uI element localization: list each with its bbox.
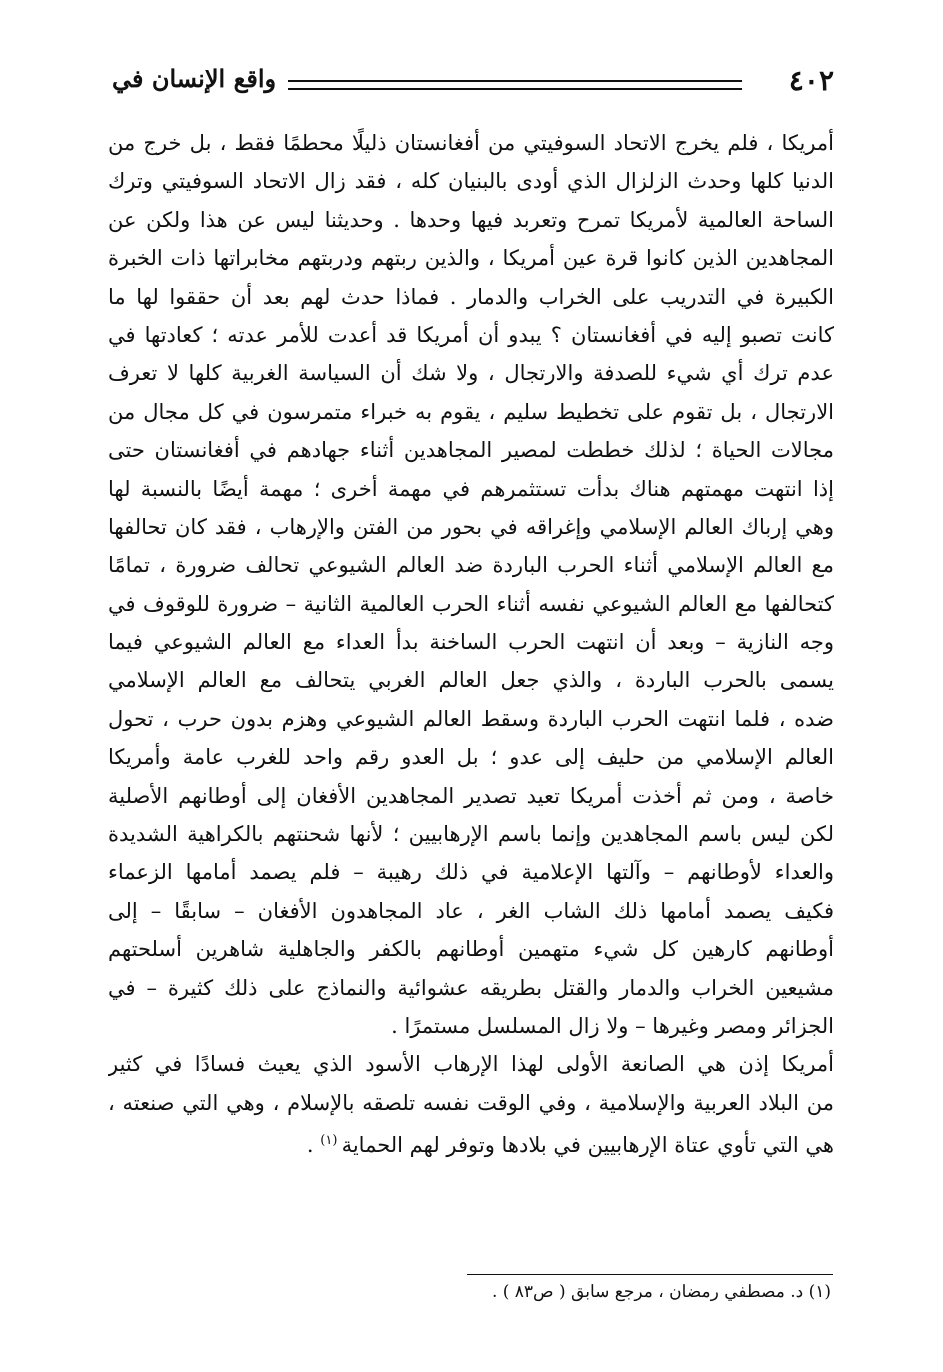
text-line: الكبيرة في التدريب على الخراب والدمار . فماذا حدث لهم بعد أن حققوا لها ما bbox=[108, 284, 834, 309]
text-line: أمريكا إذن هي الصانعة الأولى لهذا الإرهاب الأسود الذي يعيث فسادًا في كثير bbox=[108, 1052, 834, 1077]
paragraph-2 bbox=[108, 1045, 834, 1160]
footnote: (١) د. مصطفي رمضان ، مرجع سابق ( ص٨٣ ) . bbox=[491, 1282, 831, 1302]
text-line: والعداء لأوطانهم – وآلتها الإعلامية في ذلك رهيبة – فلم يصمد أمامها الزعماء bbox=[108, 860, 834, 885]
text-line: إذا انتهت مهمتهم هناك بدأت تستثمرهم في مهمة أخرى ؛ مهمة أيضًا بالنسبة لها bbox=[108, 476, 834, 501]
text-line: المجاهدين الذين كانوا قرة عين أمريكا ، والذين ربتهم ودربتهم مخابراتها ذات الخبرة bbox=[108, 246, 834, 271]
closing-period: . bbox=[306, 1133, 321, 1158]
text-line: من البلاد العربية والإسلامية ، وفي الوقت نفسه تلصقه بالإسلام ، وهي التي صنعته ، bbox=[108, 1090, 834, 1115]
text-line: عدم ترك أي شيء للصدفة والارتجال ، ولا شك أن السياسة الغربية كلها لا تعرف bbox=[108, 361, 834, 386]
text-line: يسمى بالحرب الباردة ، والذي جعل العالم الغربي يتحالف مع العالم الإسلامي bbox=[108, 668, 834, 693]
text-line: العالم الإسلامي من حليف إلى عدو ؛ بل العدو رقم واحد للغرب عامة وأمريكا bbox=[108, 745, 834, 770]
text-line: هي التي تأوي عتاة الإرهابيين في بلادها وتوفر لهم الحماية $^{(١)}$ . bbox=[306, 1133, 834, 1158]
text-line: الارتجال ، بل تقوم على تخطيط سليم ، يقوم به خبراء متمرسون في كل مجال من bbox=[108, 399, 834, 424]
page-number: ٤٠٢ bbox=[788, 64, 834, 97]
text-line: مجالات الحياة ؛ لذلك خططت لمصير المجاهدين أثناء جهادهم في أفغانستان حتى bbox=[108, 438, 834, 463]
text-line: خاصة ، ومن ثم أخذت أمريكا تعيد تصدير المجاهدين الأفغان إلى أوطانهم الأصلية bbox=[108, 783, 834, 808]
text-line: مشيعين الخراب والدمار والقتل بطريقه عشوائية والنماذج على ذلك كثيرة – في bbox=[108, 975, 834, 1000]
text-line: وهي إرباك العالم الإسلامي وإغراقه في بحور من الفتن والإرهاب ، فقد كان تحالفها bbox=[108, 514, 834, 539]
text-line: لكن ليس باسم المجاهدين وإنما باسم الإرهابيين ؛ لأنها شحنتهم بالكراهية الشديدة bbox=[108, 822, 834, 847]
text-line: ضده ، فلما انتهت الحرب الباردة وسقط العالم الشيوعي وهزم بدون حرب ، تحول bbox=[108, 706, 834, 731]
paragraph-1 bbox=[108, 124, 834, 1045]
text-line: وجه النازية – وبعد أن انتهت الحرب الساخنة بدأ العداء مع العالم الشيوعي فيما bbox=[108, 630, 834, 655]
text-line: أوطانهم كارهين كل شيء متهمين أوطانهم بالكفر والجاهلية شاهرين أسلحتهم bbox=[108, 937, 834, 962]
text-line: الساحة العالمية لأمريكا تمرح وتعربد فيها وحدها . وحديثنا ليس عن هذا ولكن عن bbox=[108, 207, 834, 232]
text-line: مع العالم الإسلامي أثناء الحرب الباردة ضد العالم الشيوعي تحالف ضرورة ، تمامًا bbox=[108, 553, 834, 578]
text-line: أمريكا ، فلم يخرج الاتحاد السوفيتي من أفغانستان ذليلًا محطمًا فقط ، بل خرج من bbox=[108, 131, 834, 155]
text-line: الدنيا كلها وحدث الزلزال الذي أودى بالبنيان كله ، فقد زال الاتحاد السوفيتي وترك bbox=[108, 169, 834, 194]
footnote-separator bbox=[467, 1274, 833, 1275]
text-line: فكيف يصمد أمامها ذلك الشاب الغر ، عاد المجاهدون الأفغان – سابقًا – إلى bbox=[108, 898, 834, 923]
text-line: كتحالفها مع العالم الشيوعي نفسه أثناء الحرب العالمية الثانية – ضرورة للوقوف في bbox=[108, 591, 834, 616]
footnote-marker: (١) bbox=[320, 1133, 342, 1149]
header-double-rule bbox=[288, 80, 742, 90]
text-line: الجزائر ومصر وغيرها – ولا زال المسلسل مستمرًا . bbox=[391, 1013, 834, 1038]
running-title: واقع الإنسان في bbox=[112, 64, 277, 93]
text-line: كانت تصبو إليه في أفغانستان ؟ يبدو أن أمريكا قد أعدت للأمر عدته ؛ كعادتها في bbox=[108, 322, 834, 347]
main-text bbox=[108, 124, 834, 1161]
page-header bbox=[112, 62, 834, 106]
